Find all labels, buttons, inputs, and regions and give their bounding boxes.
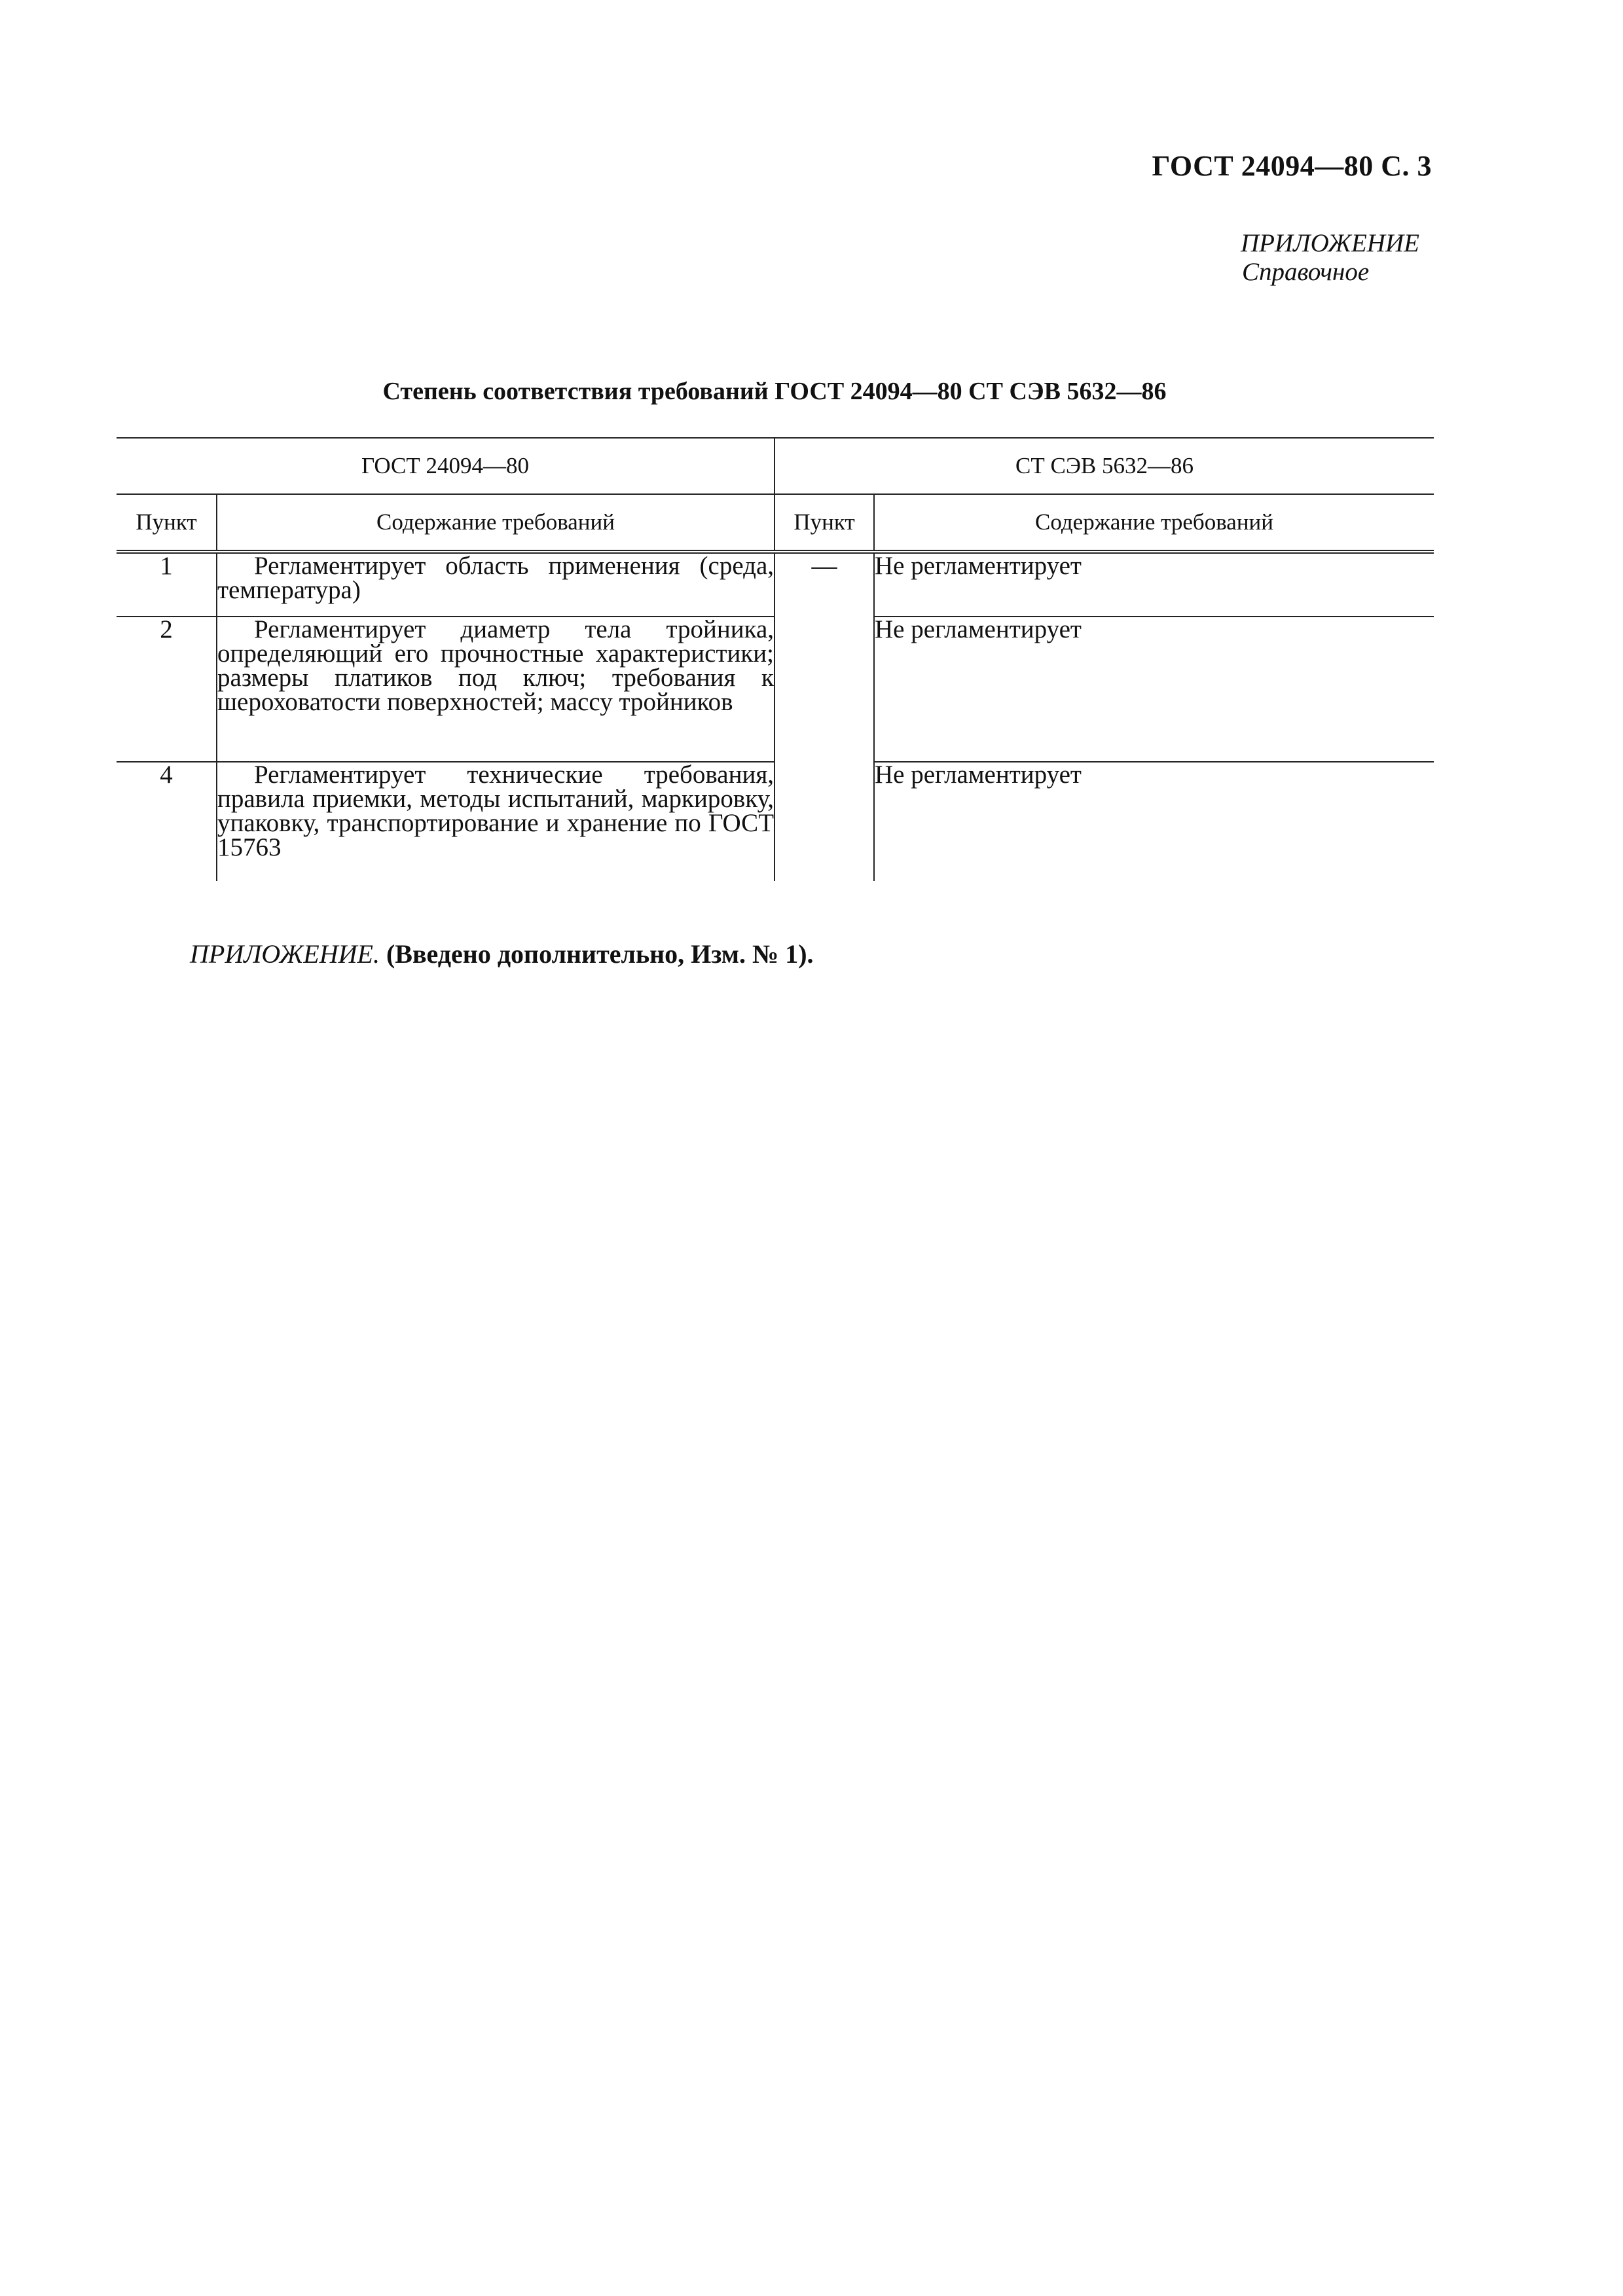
group-header-gost: ГОСТ 24094—80 — [117, 438, 775, 494]
st-sev-item-dash: — — [775, 552, 874, 881]
amendment-note-text: (Введено дополнительно, Изм. № 1). — [386, 939, 814, 969]
page-header-document-ref: ГОСТ 24094—80 С. 3 — [1152, 150, 1432, 182]
column-header-content-right: Содержание требований — [874, 494, 1434, 552]
row-st-sev-content: Не регламентирует — [874, 617, 1434, 762]
row-st-sev-content: Не регламентирует — [874, 552, 1434, 617]
row-item-number: 1 — [117, 552, 217, 617]
appendix-label: ПРИЛОЖЕНИЕ — [1241, 229, 1419, 257]
appendix-type: Справочное — [1242, 258, 1370, 286]
column-header-content: Содержание требований — [217, 494, 775, 552]
appendix-block — [1241, 229, 1419, 287]
row-requirement-text: Регламентирует технические требования, правила приемки, методы испытаний, маркировку, упаковку, транспортирование и хранение по ГОСТ 15763 — [217, 762, 775, 881]
column-header-item-right: Пункт — [775, 494, 874, 552]
amendment-note-label: ПРИЛОЖЕНИЕ. — [190, 939, 380, 969]
table-row — [117, 552, 1434, 617]
row-requirement-text: Регламентирует диаметр тела тройника, определяющий его прочностные характеристики; размеры платиков под ключ; требования к шероховатости поверхностей; массу тройников — [217, 617, 775, 762]
amendment-note — [190, 939, 814, 969]
compliance-table — [117, 437, 1434, 881]
row-st-sev-content: Не регламентирует — [874, 762, 1434, 881]
row-item-number: 2 — [117, 617, 217, 762]
row-requirement-text: Регламентирует область применения (среда, температура) — [217, 552, 775, 617]
group-header-st-sev: СТ СЭВ 5632—86 — [775, 438, 1434, 494]
column-header-row — [117, 494, 1434, 552]
row-item-number: 4 — [160, 761, 173, 789]
column-header-item: Пункт — [117, 494, 217, 552]
table-title: Степень соответствия требований ГОСТ 24094—80 СТ СЭВ 5632—86 — [382, 378, 1167, 405]
group-header-row — [117, 438, 1434, 494]
